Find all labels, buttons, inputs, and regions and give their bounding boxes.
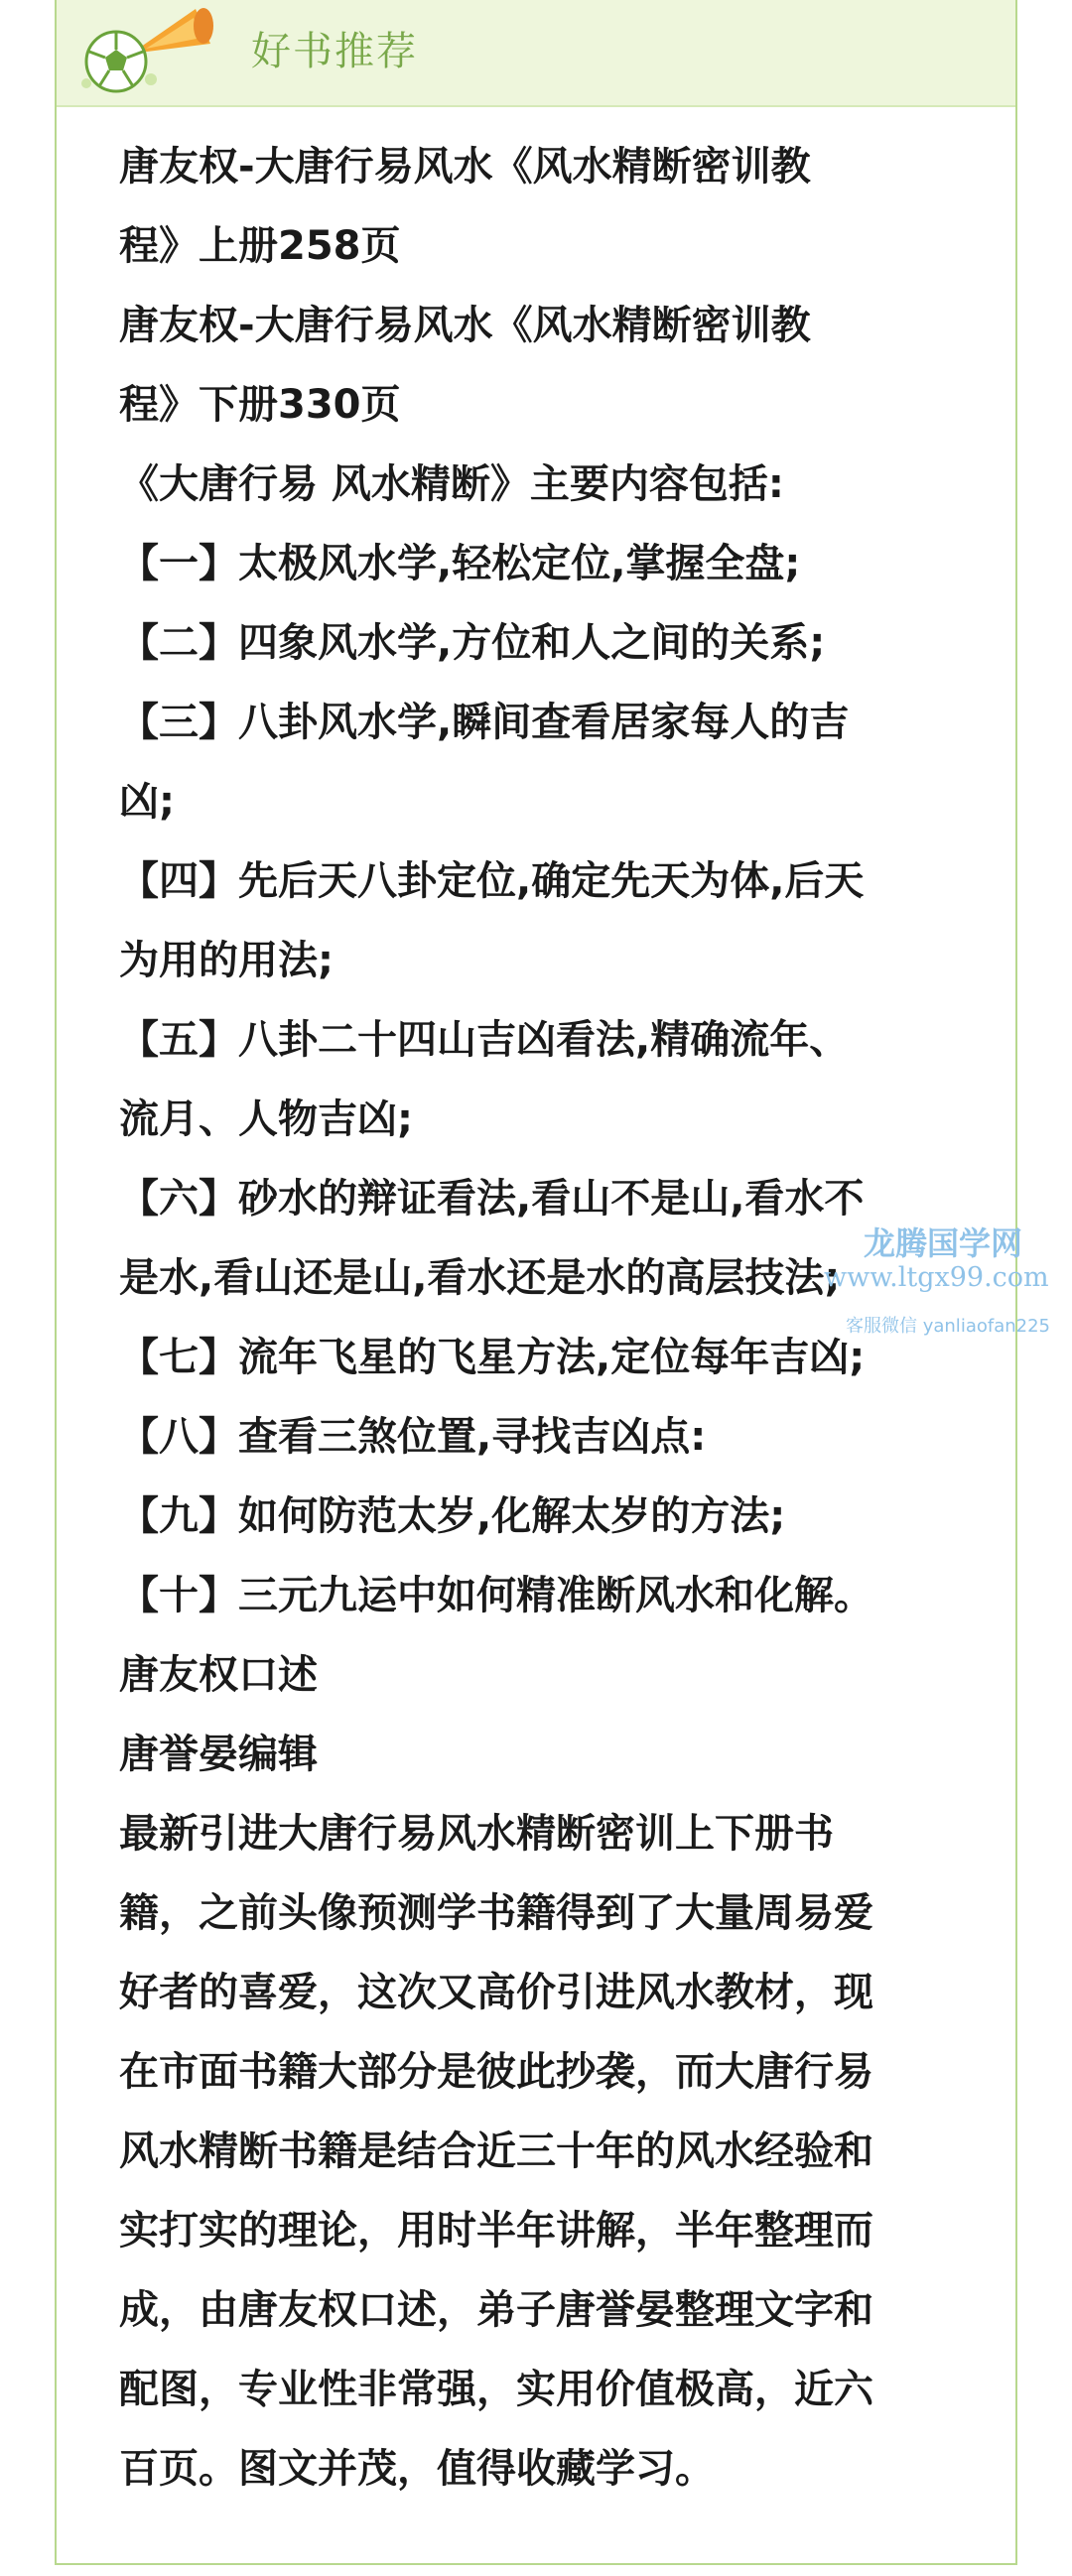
list-item: 【五】八卦二十四山吉凶看法,精确流年、 — [119, 1017, 850, 1063]
text-line: 成，由唐友权口述，弟子唐誉晏整理文字和 — [119, 2287, 873, 2333]
soccer-ball-megaphone-icon — [76, 4, 225, 93]
text-line: 籍，之前头像预测学书籍得到了大量周易爱 — [119, 1890, 873, 1936]
text-line: 《大唐行易 风水精断》主要内容包括: — [119, 461, 784, 507]
list-item: 凶; — [119, 779, 175, 825]
text-line: 唐友权-大唐行易风水《风水精断密训教 — [119, 303, 811, 348]
text-line: 最新引进大唐行易风水精断密训上下册书 — [119, 1811, 834, 1857]
text-line: 好者的喜爱，这次又高价引进风水教材，现 — [119, 1970, 873, 2015]
list-item: 【二】四象风水学,方位和人之间的关系; — [119, 620, 826, 666]
text-line: 程》上册258页 — [119, 223, 401, 269]
text-line: 配图，专业性非常强，实用价值极高，近六 — [119, 2367, 873, 2412]
list-item: 【八】查看三煞位置,寻找吉凶点: — [119, 1414, 707, 1460]
list-item: 【七】流年飞星的飞星方法,定位每年吉凶; — [119, 1335, 866, 1380]
text-line: 实打实的理论，用时半年讲解，半年整理而 — [119, 2208, 873, 2254]
recommendation-panel — [55, 0, 1017, 2565]
text-line: 唐友权-大唐行易风水《风水精断密训教 — [119, 144, 811, 190]
watermark-title: 龙腾国学网 — [864, 1224, 1023, 1262]
list-item: 【九】如何防范太岁,化解太岁的方法; — [119, 1493, 786, 1539]
book-description — [119, 127, 993, 2509]
list-item: 【六】砂水的辩证看法,看山不是山,看水不 — [119, 1176, 865, 1222]
list-item: 【十】三元九运中如何精准断风水和化解。 — [119, 1573, 873, 1618]
list-item: 【三】八卦风水学,瞬间查看居家每人的吉 — [119, 700, 850, 745]
editor-line: 唐誉晏编辑 — [119, 1732, 318, 1777]
list-item: 【一】太极风水学,轻松定位,掌握全盘; — [119, 541, 801, 586]
section-title: 好书推荐 — [251, 29, 418, 74]
watermark-url: www.ltgx99.com — [824, 1262, 1049, 1293]
author-line: 唐友权口述 — [119, 1652, 318, 1698]
list-item: 是水,看山还是山,看水还是水的高层技法; — [119, 1255, 841, 1301]
watermark-contact: 客服微信 yanliaofan225 — [846, 1316, 1050, 1337]
panel-header — [57, 0, 1015, 107]
text-line: 百页。图文并茂，值得收藏学习。 — [119, 2446, 715, 2492]
text-line: 程》下册330页 — [119, 382, 401, 428]
list-item: 流月、人物吉凶; — [119, 1096, 413, 1142]
text-line: 在市面书籍大部分是彼此抄袭，而大唐行易 — [119, 2049, 873, 2095]
list-item: 为用的用法; — [119, 938, 334, 983]
list-item: 【四】先后天八卦定位,确定先天为体,后天 — [119, 858, 865, 904]
text-line: 风水精断书籍是结合近三十年的风水经验和 — [119, 2128, 873, 2174]
